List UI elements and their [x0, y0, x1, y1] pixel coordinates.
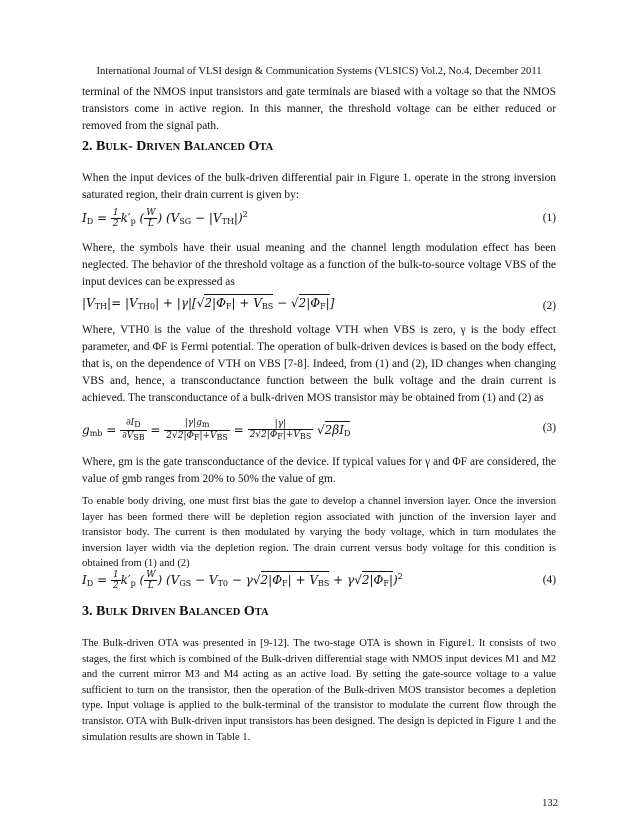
- heading-part: B: [180, 139, 194, 154]
- heading-part: ULK: [105, 607, 129, 618]
- paragraph-2e: To enable body driving, one must first bias the gate to develop a channel inversion layer. Once the inversion layer has been formed there will be depletion region associated with junction of the inversion layer and transistor body. The current is then modulated by varying the body voltage, which in turn modulates the inversion layer width via the depletion region. The drain current versus body voltage for this condition is obtained from (1) and (2): [82, 496, 556, 570]
- paragraph-2b: Where, the symbols have their usual meaning and the channel length modulation effect has been neglected. The behavior of the threshold voltage as a function of the bulk-to-source voltage VBS of the input devices can be expressed as: [82, 242, 556, 288]
- equation-1-number: (1): [542, 212, 556, 224]
- equation-4: [82, 570, 556, 598]
- equation-4-expression: $I_D$ = $\frac{1}{2}$ $k'_p$ ( $\frac{W}{L}$ ) $(V_{GS} - V_{T0} - \gamma√2|\Phi_F| + V_{BS} + \gamma√2|\Phi_F|)^2$: [82, 570, 403, 591]
- heading-part: RIVEN: [146, 142, 181, 153]
- heading-part: ULK: [105, 142, 129, 153]
- equation-3-expression: $g_{mb}$ = $\frac{\partial ID}{\text{∂VSB}}$ = $\frac{|\gamma|gm}{\text{2√2|ΦF|+VBS}}$ = $\frac{|\gamma|}{\text{2√2|ΦF|+VBS}}$ $√2\beta I_D$: [82, 418, 351, 442]
- heading-part: - D: [128, 139, 147, 154]
- paragraph-2c: Where, VTH0 is the value of the threshold voltage VTH when VBS is zero, γ is the body effect parameter, and ΦF is Fermi potential. The operation of bulk-driven devices is based on the body effect, that is, on the dependence of VTH on VBS [7-8]. Indeed, from (1) and (2), ID changes when changing VBS and, hence, a transconductance function between the bulk voltage and the drain current is achieved. The transconductance of a bulk-driven MOS transistor may be obtained from (1) and (2) as: [82, 324, 556, 404]
- paragraph-2a: When the input devices of the bulk-driven differential pair in Figure 1. operate in the strong inversion saturated region, their drain current is given by:: [82, 172, 556, 201]
- heading-part: TA: [254, 607, 269, 618]
- page-number: 132: [542, 798, 558, 809]
- heading-part: ALANCED: [188, 607, 241, 618]
- heading-part: O: [245, 139, 260, 154]
- heading-part: B: [175, 604, 189, 619]
- equation-1-expression: $I_D$ = $\frac{1}{2}$ $k'_p$ ( $\frac{W}{L}$ ) $(V_{SG} - |V_{TH}|)^2$: [82, 208, 248, 229]
- heading-part: RIVEN: [141, 607, 176, 618]
- heading-part: TA: [259, 142, 274, 153]
- heading-part: ALANCED: [193, 142, 245, 153]
- equation-2-number: (2): [542, 300, 556, 312]
- heading-part: D: [128, 604, 142, 619]
- equation-2: [82, 296, 556, 324]
- paragraph-intro: terminal of the NMOS input transistors and gate terminals are biased with a voltage so that the NMOS transistors come in active region. In this manner, the threshold voltage can be either reduced or removed from the signal path.: [82, 86, 556, 132]
- heading-part: B: [96, 139, 106, 154]
- heading-part: O: [240, 604, 255, 619]
- equation-2-expression: $|V_{TH}|= |V_{TH0}| + |\gamma|[√2|\Phi_F| + V_{BS} - √2|\Phi_F|]$: [82, 296, 335, 311]
- paragraph-2d: Where, gm is the gate transconductance of the device. If typical values for γ and ΦF are considered, the value of gmb ranges from 20% to 50% the value of gm.: [82, 456, 556, 485]
- equation-1: [82, 208, 556, 236]
- equation-3: [82, 418, 556, 446]
- section-heading-2: [82, 139, 273, 155]
- equation-3-number: (3): [542, 422, 556, 434]
- section-number: 3.: [82, 604, 93, 619]
- section-number: 2.: [82, 139, 93, 154]
- journal-header: International Journal of VLSI design & Communication Systems (VLSICS) Vol.2, No.4, December 2011: [96, 66, 542, 77]
- section-heading-3: [82, 604, 269, 620]
- equation-4-number: (4): [542, 574, 556, 586]
- heading-part: B: [96, 604, 106, 619]
- paragraph-3: The Bulk-driven OTA was presented in [9-12]. The two-stage OTA is shown in Figure1. It consists of two stages, the first which is combined of the Bulk-driven differential stage with NMOS input devices M1 and M2 and the current mirror M3 and M4 acting as an active load. By setting the gate-source voltage to a value sufficient to turn on the transistor, then the operation of the Bulk-driven MOS transistor becomes a depletion type. Input voltage is applied to the bulk-terminal of the transistor to modulate the current flow through the transistor. OTA with Bulk-driven input transistors has been designed. The design is depicted in Figure 1 and the simulation results are shown in Table 1.: [82, 638, 556, 743]
